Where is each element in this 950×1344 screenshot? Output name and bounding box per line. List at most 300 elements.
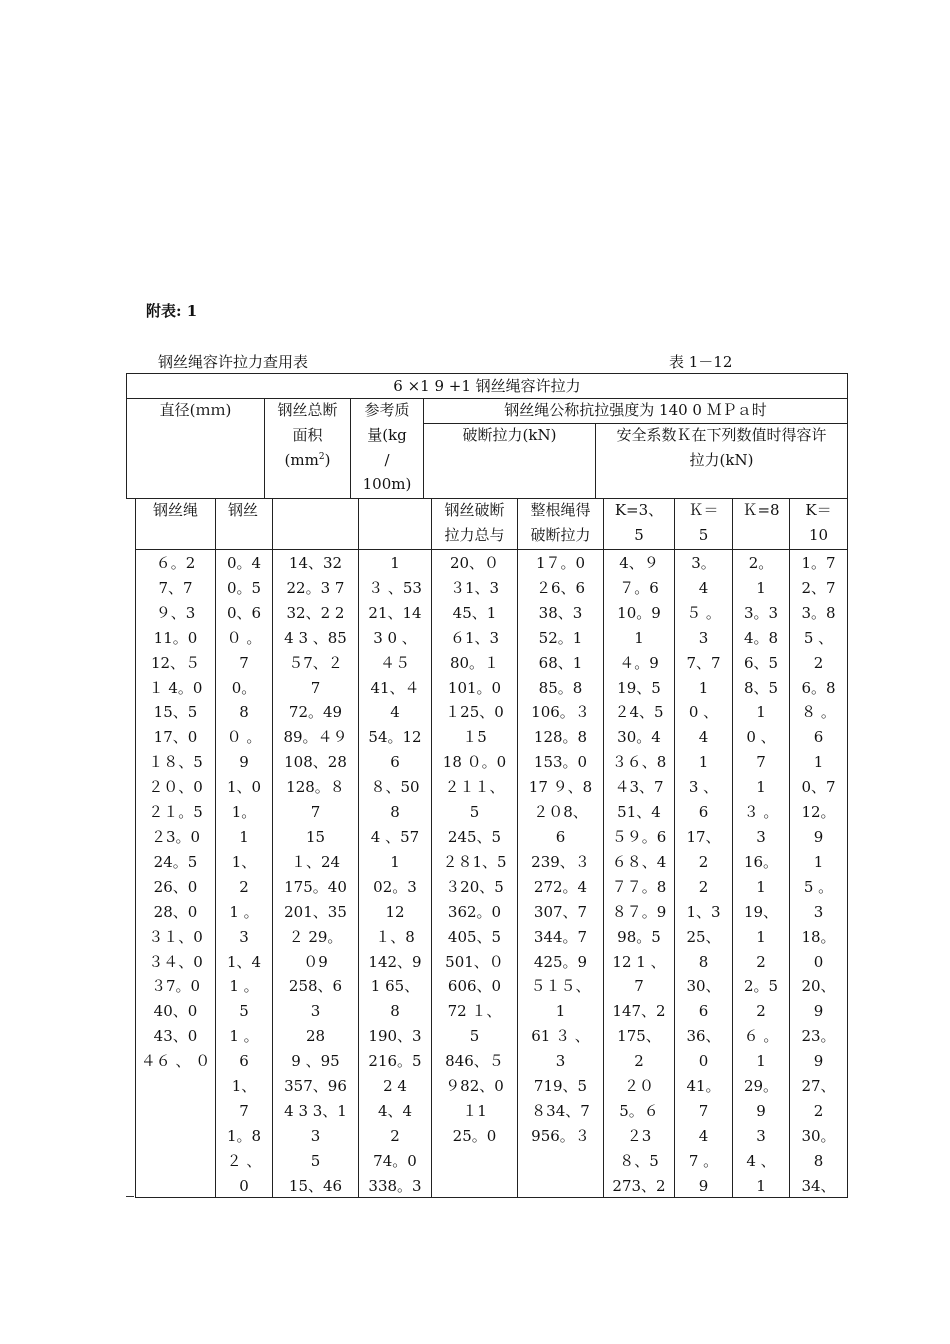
cell-k35-21: ２０: [623, 1077, 654, 1096]
cell-k8-10: ３ 。: [743, 803, 779, 822]
cell-area-9: 128。８: [286, 778, 345, 797]
column-k35: [603, 549, 675, 1198]
header-mass-line2: 量(kg: [367, 425, 407, 444]
cell-wire-0: 0。4: [226, 554, 262, 572]
cell-break_total-13: ３20、5: [445, 877, 504, 896]
cell-k35-8: ３６、8: [611, 753, 667, 772]
cell-mass-7: 54。12: [368, 728, 422, 747]
cell-break_total-4: 80。１: [449, 653, 500, 672]
cell-break_total-19: 5: [469, 1027, 480, 1046]
cell-k10-25: 34、: [801, 1176, 836, 1195]
cell-k10-20: 9: [813, 1052, 824, 1071]
cell-rope-16: ３４、0: [148, 952, 203, 971]
cell-k35-19: 175、: [617, 1027, 661, 1046]
cell-mass-25: 338。3: [368, 1176, 422, 1195]
cell-break_total-1: ３1、3: [449, 578, 500, 597]
cell-k10-14: 3: [813, 902, 824, 921]
cell-rope-9: ２０、0: [148, 778, 203, 797]
column-rope: [135, 549, 216, 1198]
cell-wire-20: 6: [239, 1052, 249, 1071]
cell-k8-22: 9: [756, 1101, 766, 1120]
cell-k5-16: 8: [698, 952, 709, 971]
cell-break_total-3: ６1、3: [449, 628, 500, 647]
cell-k10-1: 2、7: [801, 578, 836, 597]
cell-k8-1: 1: [756, 578, 766, 597]
cell-rope-4: 12、５: [150, 653, 201, 672]
cell-k5-2: ５ 。: [686, 603, 721, 622]
header-safety-line1: 安全系数Ｋ在下列数值时得容许: [616, 426, 827, 444]
cell-whole_break-17: ５１５、: [530, 977, 591, 996]
header-mass-line1: 参考质: [364, 401, 410, 419]
cell-k10-19: 23。: [801, 1027, 836, 1046]
cell-wire-1: 0。5: [226, 578, 262, 597]
cell-rope-13: 26、0: [153, 877, 198, 896]
subheader-break-total-line1: 钢丝破断: [444, 501, 505, 519]
cell-break_total-18: 72 １、: [447, 1002, 502, 1021]
cell-area-10: 7: [310, 803, 321, 822]
cell-wire-4: 7: [239, 653, 249, 672]
subheader-k35-line1: K=3、: [614, 501, 664, 519]
cell-mass-0: 1: [390, 554, 400, 572]
cell-k8-11: 3: [756, 827, 766, 846]
cell-wire-10: 1。: [231, 803, 257, 822]
cell-k35-14: ８７。9: [611, 902, 667, 921]
cell-k35-3: 1: [634, 628, 644, 647]
cell-wire-3: ０ 。: [226, 628, 262, 647]
cell-area-23: 3: [310, 1126, 321, 1145]
cell-k10-23: 30。: [801, 1126, 836, 1145]
cell-k35-23: ２3: [626, 1126, 652, 1145]
cell-mass-16: 142、9: [368, 952, 422, 971]
cell-k5-24: 7 。: [688, 1151, 719, 1170]
cell-wire-9: 1、0: [226, 778, 262, 797]
cell-k10-12: 1: [813, 852, 824, 871]
cell-k5-9: 3 、: [688, 778, 719, 797]
cell-k35-0: 4、９: [619, 554, 659, 572]
cell-k5-14: 1、3: [686, 902, 721, 921]
cell-k5-25: 9: [698, 1176, 709, 1195]
column-break-total: [431, 549, 518, 1198]
cell-area-1: 22。3 7: [286, 578, 345, 597]
cell-mass-21: 2 4: [383, 1077, 407, 1096]
cell-k5-0: 3。: [691, 554, 716, 572]
subheader-mass: [358, 498, 432, 550]
cell-rope-5: １ 4。0: [148, 678, 203, 697]
cell-k5-19: 36、: [686, 1027, 721, 1046]
cell-k8-5: 8、5: [743, 678, 779, 697]
cell-area-4: ５7、２: [288, 653, 343, 672]
cell-k5-1: 4: [698, 578, 709, 597]
subheader-k5-line2: 5: [698, 525, 709, 544]
cell-k10-3: 5 、: [803, 628, 834, 647]
cell-mass-6: 4: [390, 703, 400, 722]
cell-rope-6: 15、5: [153, 703, 198, 722]
cell-k35-18: 147、2: [612, 1002, 666, 1021]
cell-mass-5: 41、４: [370, 678, 420, 697]
cell-k8-20: 1: [756, 1052, 766, 1071]
cell-whole_break-7: 128。8: [533, 728, 588, 747]
header-mass: [350, 398, 424, 499]
cell-rope-2: ９、3: [155, 603, 196, 622]
cell-k5-6: 0 、: [688, 703, 719, 722]
subheader-k5-line1: Ｋ＝: [688, 501, 719, 519]
header-breaking: 破断拉力(kN): [423, 423, 596, 499]
cell-wire-17: 1 。: [229, 977, 259, 996]
cell-whole_break-23: 956。３: [531, 1126, 590, 1145]
cell-whole_break-5: 85。8: [538, 678, 583, 697]
cell-rope-18: 40、0: [153, 1002, 198, 1021]
cell-rope-12: 24。5: [153, 852, 198, 871]
subheader-k10-line2: 10: [808, 525, 829, 544]
cell-rope-1: 7、7: [158, 578, 193, 597]
cell-k35-2: 10。9: [617, 603, 661, 622]
cell-whole_break-3: 52。1: [538, 628, 583, 647]
cell-wire-6: 8: [239, 703, 249, 722]
cell-area-19: 28: [305, 1027, 326, 1046]
cell-k5-8: 1: [698, 753, 709, 772]
cell-k8-13: 1: [756, 877, 766, 896]
cell-k8-23: 3: [756, 1126, 766, 1145]
cell-k8-18: 2: [756, 1002, 766, 1021]
cell-whole_break-0: 1７。0: [535, 554, 586, 572]
cell-k10-10: 12。: [801, 803, 836, 822]
cell-area-25: 15、46: [288, 1176, 343, 1195]
subheader-area: [272, 498, 359, 550]
cell-area-3: 4 3 、85: [284, 628, 347, 647]
cell-mass-17: 1 65、: [370, 977, 420, 996]
cell-k10-21: 27、: [801, 1077, 836, 1096]
column-k5: [674, 549, 733, 1198]
cell-k5-23: 4: [698, 1126, 709, 1145]
cell-wire-11: 1: [239, 827, 249, 846]
subheader-wire: 钢丝: [215, 498, 273, 550]
subheader-k35: [603, 498, 675, 550]
cell-wire-24: ２ 、: [226, 1151, 262, 1170]
page-footer-rule: [126, 1196, 134, 1197]
cell-k8-19: ６ 。: [743, 1027, 779, 1046]
cell-k35-7: 30。4: [617, 728, 661, 747]
cell-break_total-0: 20、０: [449, 554, 500, 572]
cell-k35-13: ７７。8: [611, 877, 667, 896]
cell-k10-17: 20、: [801, 977, 836, 996]
cell-break_total-22: １1: [462, 1101, 487, 1120]
column-whole-break: [517, 549, 604, 1198]
cell-rope-19: 43、0: [153, 1027, 198, 1046]
cell-k10-22: 2: [813, 1101, 824, 1120]
cell-k35-15: 98。5: [617, 927, 661, 946]
cell-k10-18: 9: [813, 1002, 824, 1021]
column-area: [272, 549, 359, 1198]
cell-wire-14: 1 。: [229, 902, 259, 921]
cell-k8-24: 4 、: [746, 1151, 776, 1170]
header-area: [264, 398, 351, 499]
cell-area-12: １、24: [290, 852, 341, 871]
cell-mass-10: 8: [390, 803, 400, 822]
cell-area-13: 175。40: [284, 877, 347, 896]
cell-mass-8: 6: [390, 753, 400, 772]
cell-k8-9: 1: [756, 778, 766, 797]
cell-wire-5: 0。: [231, 678, 257, 697]
header-strength: 钢丝绳公称抗拉强度为 140 0 ＭＰａ时: [423, 398, 848, 424]
cell-rope-15: ３１、0: [148, 927, 203, 946]
cell-k5-21: 41。: [686, 1077, 721, 1096]
cell-k8-2: 3。3: [743, 603, 779, 622]
cell-wire-22: 7: [239, 1101, 249, 1120]
cell-whole_break-11: 6: [555, 827, 566, 846]
subheader-k8: Ｋ=8: [732, 498, 790, 550]
cell-area-6: 72。49: [288, 703, 343, 722]
cell-k8-14: 19、: [743, 902, 779, 921]
cell-k35-9: ４3、7: [614, 778, 664, 797]
cell-k10-16: 0: [813, 952, 824, 971]
cell-k5-4: 7、7: [686, 653, 721, 672]
cell-whole_break-4: 68、1: [538, 653, 583, 672]
cell-k5-11: 17、: [686, 827, 721, 846]
cell-mass-1: ３ 、53: [368, 578, 422, 597]
cell-whole_break-16: 425。9: [533, 952, 588, 971]
cell-k10-15: 18。: [801, 927, 836, 946]
cell-k10-24: 8: [813, 1151, 824, 1170]
header-diameter: 直径(ｍｍ): [126, 398, 265, 499]
header-mass-line4: 100m): [362, 475, 412, 494]
cell-k5-20: 0: [698, 1052, 709, 1071]
header-area-line2: 面积: [292, 425, 323, 444]
cell-rope-8: １８、5: [148, 753, 203, 772]
cell-break_total-6: １25、0: [445, 703, 504, 722]
cell-k5-5: 1: [698, 678, 709, 697]
cell-mass-20: 216。5: [368, 1052, 422, 1071]
cell-break_total-17: 606、0: [447, 977, 502, 996]
cell-whole_break-2: 38、3: [538, 603, 583, 622]
cell-k35-10: 51、4: [617, 803, 661, 822]
cell-mass-14: 12: [385, 902, 405, 921]
cell-k8-4: 6、5: [743, 653, 779, 672]
cell-area-0: 14、32: [288, 554, 343, 572]
cell-k35-24: ８、5: [619, 1151, 659, 1170]
subheader-k35-line2: 5: [634, 525, 644, 544]
cell-k35-5: 19、5: [617, 678, 661, 697]
subheader-whole-break: [517, 498, 604, 550]
cell-wire-21: 1、: [231, 1077, 257, 1096]
cell-k8-25: 1: [756, 1176, 766, 1195]
cell-k35-22: 5。６: [619, 1101, 659, 1120]
cell-wire-15: 3: [239, 927, 249, 946]
cell-wire-16: 1、4: [226, 952, 262, 971]
cell-mass-3: 3 0 、: [373, 628, 417, 647]
cell-k35-4: ４。9: [619, 653, 659, 672]
cell-mass-11: 4 、57: [370, 827, 420, 846]
cell-k35-11: ５９。6: [611, 827, 667, 846]
cell-k8-3: 4。8: [743, 628, 779, 647]
cell-area-14: 201、35: [284, 902, 347, 921]
cell-k10-8: 1: [813, 753, 824, 772]
cell-whole_break-12: 239、３: [531, 852, 590, 871]
cell-k8-7: 0 、: [746, 728, 776, 747]
subheader-rope: 钢丝绳: [135, 498, 216, 550]
cell-area-5: 7: [310, 678, 321, 697]
cell-whole_break-18: 1: [555, 1002, 566, 1021]
cell-mass-4: ４５: [379, 653, 410, 672]
cell-rope-17: ３7。0: [150, 977, 201, 996]
cell-k35-1: ７。6: [619, 578, 659, 597]
cell-whole_break-14: 307、7: [533, 902, 588, 921]
cell-area-24: 5: [310, 1151, 321, 1170]
cell-whole_break-19: 61 ３ 、: [531, 1027, 590, 1046]
cell-mass-9: ８、50: [370, 778, 420, 797]
cell-break_total-16: 501、０: [445, 952, 504, 971]
cell-rope-7: 17、0: [153, 728, 198, 747]
cell-k5-10: 6: [698, 803, 709, 822]
cell-area-8: 108、28: [284, 753, 347, 772]
cell-k10-13: 5 。: [803, 877, 834, 896]
subheader-k10-line1: K＝: [805, 501, 832, 519]
cell-k35-20: 2: [634, 1052, 644, 1071]
cell-rope-11: ２3。0: [150, 827, 201, 846]
cell-k10-2: 3。8: [801, 603, 836, 622]
cell-mass-18: 8: [390, 1002, 400, 1021]
cell-break_total-5: 101。0: [447, 678, 502, 697]
cell-k8-15: 1: [756, 927, 766, 946]
cell-break_total-23: 25。0: [452, 1126, 497, 1145]
column-mass: [358, 549, 432, 1198]
cell-k35-17: 7: [634, 977, 644, 996]
cell-k8-12: 16。: [743, 852, 779, 871]
cell-k8-6: 1: [756, 703, 766, 722]
cell-k5-12: 2: [698, 852, 709, 871]
cell-break_total-7: １5: [462, 728, 487, 747]
cell-mass-24: 74。0: [373, 1151, 417, 1170]
appendix-label: 附表: 1: [146, 302, 198, 320]
cell-break_total-2: 45、1: [452, 603, 497, 622]
cell-break_total-11: 245、5: [447, 827, 502, 846]
cell-wire-7: ０ 。: [226, 728, 262, 747]
cell-break_total-10: 5: [469, 803, 480, 822]
cell-rope-0: ６。2: [155, 554, 196, 572]
cell-wire-2: 0、6: [226, 603, 262, 622]
cell-break_total-8: 18 ０。0: [442, 753, 507, 772]
cell-break_total-9: ２１１、: [444, 778, 505, 797]
subheader-k10: [789, 498, 848, 550]
subheader-break-total-line2: 拉力总与: [444, 525, 505, 544]
cell-wire-18: 5: [239, 1002, 249, 1021]
cell-k35-16: 12 1 、: [612, 952, 666, 971]
cell-area-18: 3: [310, 1002, 321, 1021]
cell-whole_break-9: 17 ９、8: [528, 778, 593, 797]
cell-mass-2: 21、14: [368, 603, 422, 622]
cell-wire-13: 2: [239, 877, 249, 896]
cell-area-15: ２ 29。: [288, 927, 343, 946]
cell-k8-21: 29。: [743, 1077, 779, 1096]
table-banner: 6 ×1 9 +1 钢丝绳容许拉力: [126, 373, 848, 399]
cell-k8-8: 7: [756, 753, 766, 772]
cell-k10-7: 6: [813, 728, 824, 747]
column-k8: [732, 549, 790, 1198]
cell-rope-10: ２１。5: [148, 803, 203, 822]
cell-wire-19: 1 。: [229, 1027, 259, 1046]
cell-whole_break-6: 106。３: [531, 703, 590, 722]
cell-k10-11: 9: [813, 827, 824, 846]
cell-mass-15: １、8: [375, 927, 415, 946]
cell-area-17: 258、6: [288, 977, 343, 996]
cell-k5-13: 2: [698, 877, 709, 896]
cell-whole_break-8: 153。0: [533, 753, 588, 772]
cell-area-7: 89。４９: [283, 728, 348, 747]
cell-break_total-21: ９82、0: [445, 1077, 504, 1096]
cell-break_total-12: ２８1、5: [442, 852, 507, 871]
cell-rope-14: 28、0: [153, 902, 198, 921]
subheader-whole-break-line2: 破断拉力: [530, 525, 591, 544]
cell-k5-17: 30、: [686, 977, 721, 996]
cell-k10-4: 2: [813, 653, 824, 672]
cell-wire-23: 1。8: [226, 1126, 262, 1145]
cell-k5-18: 6: [698, 1002, 709, 1021]
header-safety: [595, 423, 848, 499]
header-safety-line2: 拉力(kN): [689, 450, 754, 469]
cell-break_total-20: 846、５: [445, 1052, 504, 1071]
cell-whole_break-13: 272。4: [533, 877, 588, 896]
subheader-k5: [674, 498, 733, 550]
cell-whole_break-15: 344。7: [533, 927, 588, 946]
cell-k8-17: 2。5: [743, 977, 779, 996]
subheader-break-total: [431, 498, 518, 550]
table-caption-title: 钢丝绳容许拉力查用表: [158, 353, 309, 371]
cell-mass-13: 02。3: [373, 877, 417, 896]
cell-rope-20: ４６ 、 ０: [140, 1052, 211, 1071]
header-area-line3: $(mm^2)$: [284, 450, 331, 469]
cell-whole_break-10: ２０8、: [533, 803, 588, 822]
subheader-whole-break-line1: 整根绳得: [530, 501, 591, 519]
cell-k10-5: 6。8: [801, 678, 836, 697]
cell-k5-15: 25、: [686, 927, 721, 946]
cell-mass-22: 4、4: [377, 1101, 413, 1120]
cell-wire-12: 1、: [231, 852, 257, 871]
cell-wire-8: 9: [239, 753, 249, 772]
cell-k35-25: 273、2: [612, 1176, 666, 1195]
cell-area-21: 357、96: [284, 1077, 347, 1096]
cell-whole_break-22: ８34、7: [531, 1101, 590, 1120]
cell-k35-12: ６８、4: [611, 852, 667, 871]
cell-break_total-14: 362。0: [447, 902, 502, 921]
cell-rope-3: 11。0: [153, 628, 198, 647]
cell-k35-6: ２4、5: [614, 703, 664, 722]
cell-k8-16: 2: [756, 952, 766, 971]
cell-k5-3: 3: [698, 628, 709, 647]
cell-area-22: 4 3 3、1: [284, 1101, 347, 1120]
cell-k10-9: 0、7: [801, 778, 836, 797]
cell-whole_break-21: 719、5: [533, 1077, 588, 1096]
cell-break_total-15: 405、5: [447, 927, 502, 946]
header-area-line1: 钢丝总断: [277, 401, 338, 419]
cell-area-11: 15: [305, 827, 326, 846]
cell-area-20: 9 、95: [291, 1052, 340, 1071]
cell-area-2: 32、2 2: [286, 603, 345, 622]
cell-area-16: ０9: [303, 952, 328, 971]
cell-k5-7: 4: [698, 728, 709, 747]
header-mass-line3: /: [384, 450, 390, 469]
cell-whole_break-1: ２6、6: [535, 578, 586, 597]
cell-mass-23: 2: [390, 1126, 400, 1145]
cell-k5-22: 7: [698, 1101, 709, 1120]
table-number: 表 1－12: [669, 353, 733, 371]
cell-k8-0: 2。: [748, 554, 774, 572]
column-wire: [215, 549, 273, 1198]
column-k10: [789, 549, 848, 1198]
cell-mass-19: 190、3: [368, 1027, 422, 1046]
cell-k10-0: 1。7: [801, 554, 836, 572]
cell-whole_break-20: 3: [555, 1052, 566, 1071]
cell-mass-12: 1: [390, 852, 400, 871]
cell-k10-6: ８ 。: [801, 703, 836, 722]
